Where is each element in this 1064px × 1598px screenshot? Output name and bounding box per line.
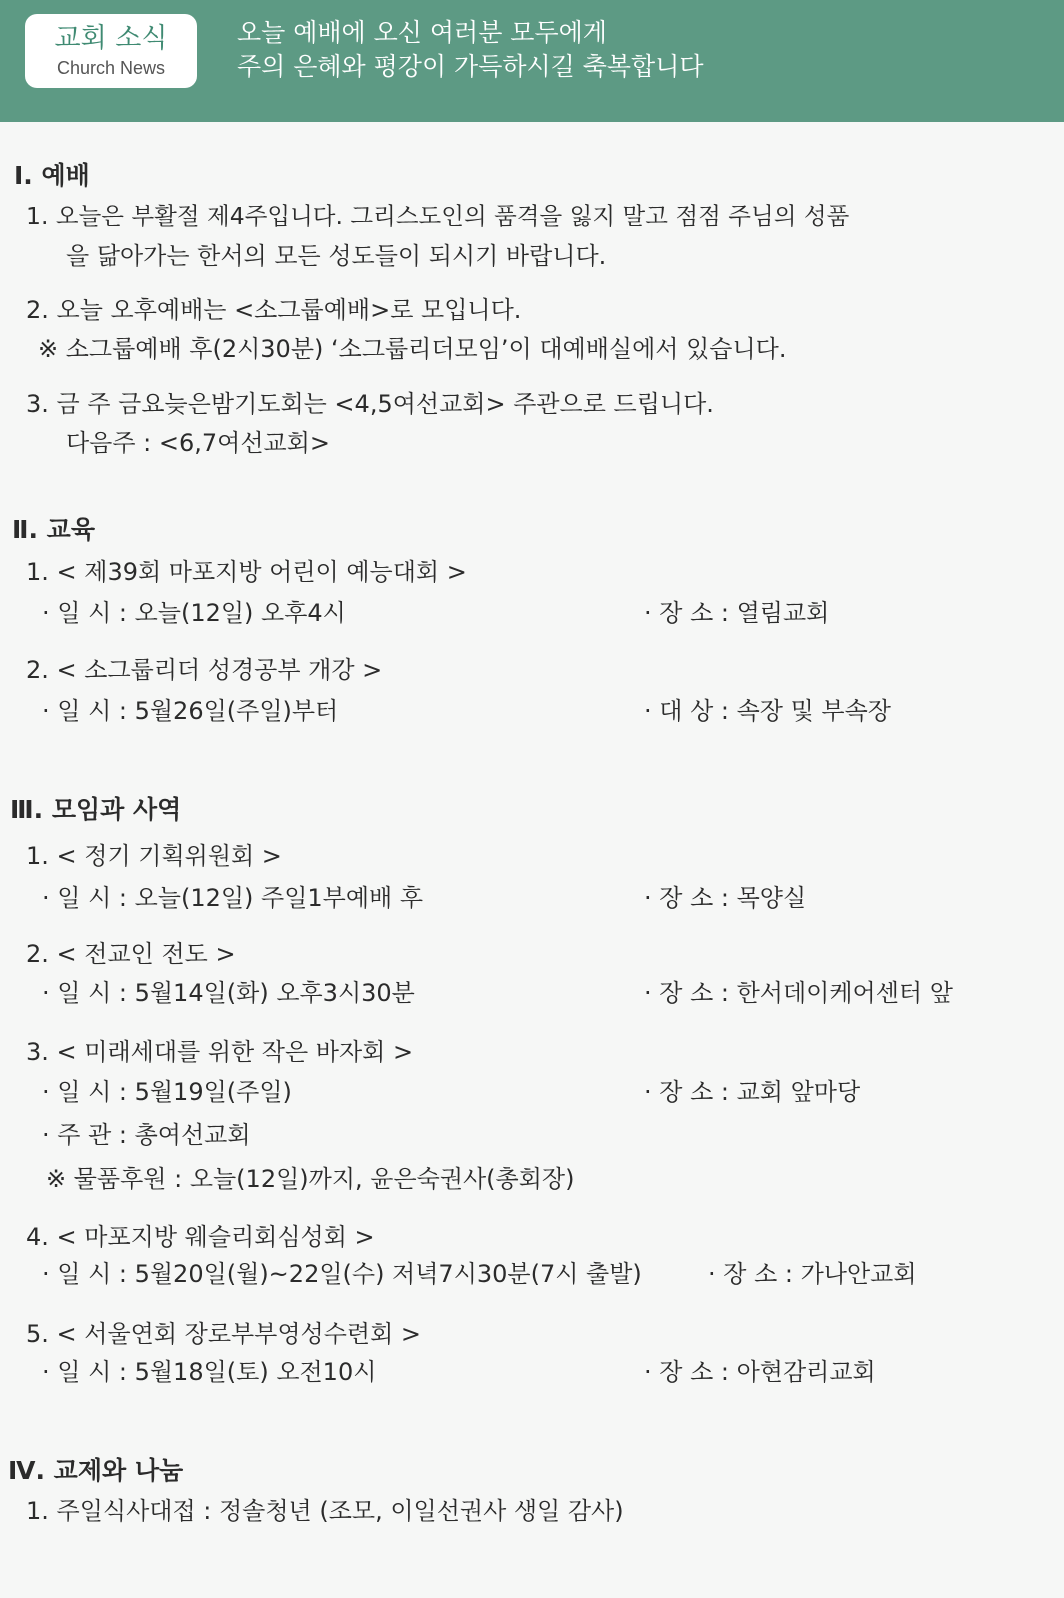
gatherings-item-1-title: 1. < 정기 기획위원회 > [26, 842, 282, 870]
worship-item-1-line-2: 을 닮아가는 한서의 모든 성도들이 되시기 바랍니다. [66, 242, 607, 270]
gatherings-item-1-where: · 장 소 : 목양실 [644, 884, 807, 912]
education-item-1-title: 1. < 제39회 마포지방 어린이 예능대회 > [26, 558, 467, 586]
education-item-2-when: · 일 시 : 5월26일(주일)부터 [42, 697, 339, 725]
church-news-badge [25, 14, 197, 88]
gatherings-item-3-host: · 주 관 : 총여선교회 [42, 1121, 251, 1149]
gatherings-item-2-title: 2. < 전교인 전도 > [26, 940, 236, 968]
gatherings-item-4-where: · 장 소 : 가나안교회 [708, 1260, 917, 1288]
section-gatherings-title: Ⅲ. 모임과 사역 [10, 795, 182, 824]
education-item-1-when: · 일 시 : 오늘(12일) 오후4시 [42, 599, 346, 627]
gatherings-item-5-where: · 장 소 : 아현감리교회 [644, 1358, 876, 1386]
worship-item-3-line-1: 3. 금 주 금요늦은밤기도회는 <4,5여선교회> 주관으로 드립니다. [26, 390, 714, 418]
section-worship-title: Ⅰ. 예배 [14, 161, 90, 190]
worship-item-2-note: ※ 소그룹예배 후(2시30분) ‘소그룹리더모임’이 대예배실에서 있습니다. [38, 335, 787, 363]
gatherings-item-3-when: · 일 시 : 5월19일(주일) [42, 1078, 292, 1106]
gatherings-item-3-title: 3. < 미래세대를 위한 작은 바자회 > [26, 1038, 414, 1066]
fellowship-item-1: 1. 주일식사대접 : 정솔청년 (조모, 이일선권사 생일 감사) [26, 1497, 624, 1525]
gatherings-item-3-where: · 장 소 : 교회 앞마당 [644, 1078, 861, 1106]
greeting-line-1: 오늘 예배에 오신 여러분 모두에게 [237, 18, 607, 47]
gatherings-item-2-when: · 일 시 : 5월14일(화) 오후3시30분 [42, 979, 415, 1007]
header-banner [0, 0, 1064, 122]
gatherings-item-4-title: 4. < 마포지방 웨슬리회심성회 > [26, 1223, 375, 1251]
badge-title: 교회 소식 [54, 23, 168, 54]
greeting-text [237, 16, 1037, 84]
worship-item-2-line-1: 2. 오늘 오후예배는 <소그룹예배>로 모입니다. [26, 296, 522, 324]
education-item-2-target: · 대 상 : 속장 및 부속장 [644, 697, 891, 725]
gatherings-item-4-when: · 일 시 : 5월20일(월)~22일(수) 저녁7시30분(7시 출발) [42, 1260, 642, 1288]
gatherings-item-5-when: · 일 시 : 5월18일(토) 오전10시 [42, 1358, 377, 1386]
greeting-line-2: 주의 은혜와 평강이 가득하시길 축복합니다 [237, 52, 704, 81]
gatherings-item-1-when: · 일 시 : 오늘(12일) 주일1부예배 후 [42, 884, 424, 912]
worship-item-1-line-1: 1. 오늘은 부활절 제4주입니다. 그리스도인의 품격을 잃지 말고 점점 주님의 성품 [26, 202, 850, 230]
gatherings-item-2-where: · 장 소 : 한서데이케어센터 앞 [644, 979, 953, 1007]
gatherings-item-5-title: 5. < 서울연회 장로부부영성수련회 > [26, 1320, 422, 1348]
section-fellowship-title: Ⅳ. 교제와 나눔 [8, 1456, 184, 1485]
education-item-2-title: 2. < 소그룹리더 성경공부 개강 > [26, 656, 383, 684]
worship-item-3-line-2: 다음주 : <6,7여선교회> [66, 429, 331, 457]
gatherings-item-3-note: ※ 물품후원 : 오늘(12일)까지, 윤은숙권사(총회장) [46, 1165, 575, 1193]
education-item-1-where: · 장 소 : 열림교회 [644, 599, 830, 627]
section-education-title: Ⅱ. 교육 [12, 515, 95, 544]
badge-subtitle: Church News [56, 58, 166, 78]
